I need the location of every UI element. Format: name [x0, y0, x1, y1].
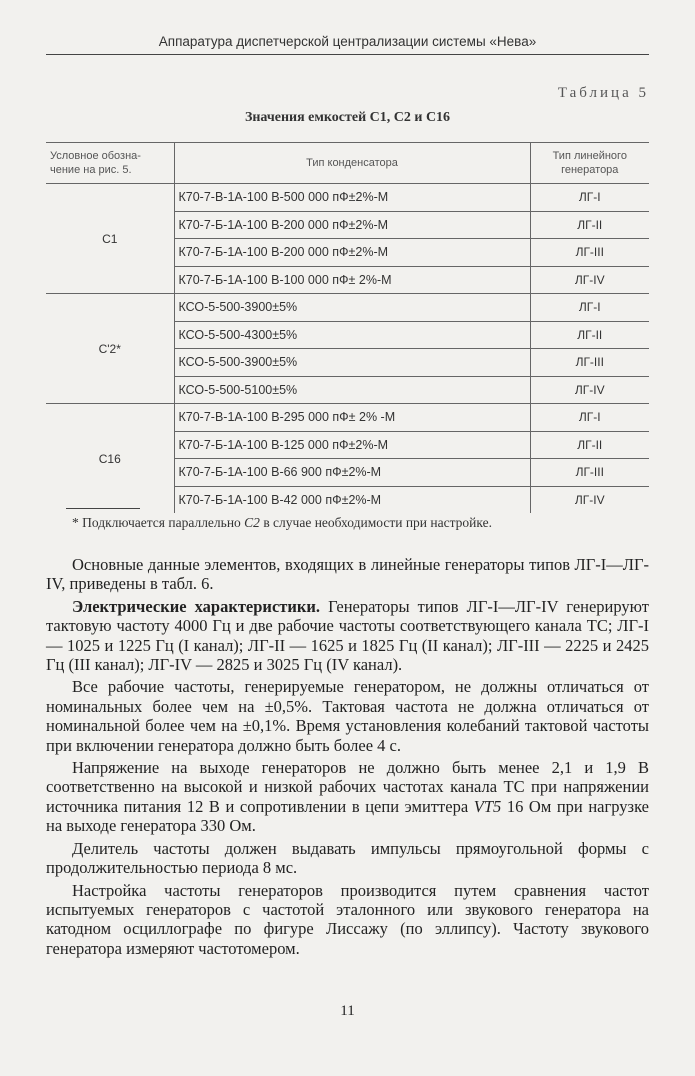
table-header-row	[46, 143, 649, 184]
capacitor-cell: К70-7-Б-1А-100 В-66 900 пФ±2%-М	[174, 459, 530, 487]
capacitor-cell: КСО-5-500-3900±5%	[174, 294, 530, 322]
generator-cell: ЛГ-III	[530, 349, 649, 377]
generator-cell: ЛГ-II	[530, 321, 649, 349]
table-label: Таблица 5	[557, 85, 649, 101]
table-row	[46, 184, 649, 212]
notation-cell: С16	[46, 404, 174, 514]
generator-cell: ЛГ-IV	[530, 486, 649, 513]
capacitor-cell: КСО-5-500-5100±5%	[174, 376, 530, 404]
footnote-mark: *	[72, 515, 79, 530]
header-rule	[46, 54, 649, 55]
paragraph: Делитель частоты должен выдавать импульсы прямоугольной формы с продолжительностью периода 8 мс.	[46, 838, 649, 878]
table-row	[46, 404, 649, 432]
table-title: Значения емкостей С1, С2 и С16	[244, 110, 451, 125]
capacitor-cell: К70-7-Б-1А-100 В-42 000 пФ±2%-М	[174, 486, 530, 513]
generator-cell: ЛГ-II	[530, 431, 649, 459]
paragraph	[46, 758, 649, 836]
footnote-italic-ref: С2	[244, 515, 260, 530]
header-capacitor-type: Тип конденсатора	[174, 143, 530, 184]
capacitor-cell: КСО-5-500-4300±5%	[174, 321, 530, 349]
capacitor-cell: К70-7-Б-1А-100 В-125 000 пФ±2%-М	[174, 431, 530, 459]
footnote-text-before: Подключается параллельно	[78, 515, 245, 530]
generator-cell: ЛГ-IV	[530, 266, 649, 294]
body-text	[46, 555, 649, 961]
generator-cell: ЛГ-I	[530, 184, 649, 212]
header-notation: Условное обозна-чение на рис. 5.	[46, 143, 174, 184]
generator-cell: ЛГ-III	[530, 239, 649, 267]
footnote-rule	[66, 508, 140, 509]
capacitor-cell: К70-7-В-1А-100 В-500 000 пФ±2%-М	[174, 184, 530, 212]
capacitor-cell: К70-7-Б-1А-100 В-200 000 пФ±2%-М	[174, 239, 530, 267]
paragraph-text: Генераторы типов ЛГ-I—ЛГ-IV генерируют тактовую частоту 4000 Гц и две рабочие частоты соответствующего канала ТС; ЛГ-I — 1025 и 1225 Гц (I канал); ЛГ-II — 1625 и 1825 Гц (II канал); ЛГ-III — 2225 и 2425 Гц (III канал); ЛГ-IV — 2825 и 3025 Гц (IV канал).	[46, 596, 649, 675]
running-header: Аппаратура диспетчерской централизации системы «Нева»	[158, 34, 537, 49]
paragraph: Все рабочие частоты, генерируемые генератором, не должны отличаться от номинальных более чем на ±0,5%. Тактовая частота не должна отличаться от номинальной более чем на ±0,1%. Время установления колебаний тактовой частоты при включении генератора должно быть более 4 с.	[46, 677, 649, 755]
capacitor-cell: К70-7-Б-1А-100 В-200 000 пФ±2%-М	[174, 211, 530, 239]
generator-cell: ЛГ-III	[530, 459, 649, 487]
table-row	[46, 294, 649, 322]
paragraph: Настройка частоты генераторов производится путем сравнения частот испытуемых генераторов с частотой эталонного или звукового генератора на катодном осциллографе по фигуре Лиссажу (по эллипсу). Частоту звукового генератора измеряют частотомером.	[46, 880, 649, 958]
section-heading: Электрические характеристики.	[72, 596, 321, 616]
capacitor-cell: К70-7-Б-1А-100 В-100 000 пФ± 2%-М	[174, 266, 530, 294]
header-generator-type: Тип линейного генератора	[530, 143, 649, 184]
generator-cell: ЛГ-II	[530, 211, 649, 239]
notation-cell: С1	[46, 184, 174, 294]
capacitor-cell: КСО-5-500-3900±5%	[174, 349, 530, 377]
capacitor-table	[46, 142, 649, 513]
italic-ref: VT5	[473, 796, 502, 816]
page-number: 11	[340, 1003, 355, 1019]
generator-cell: ЛГ-I	[530, 294, 649, 322]
paragraph-text: Напряжение на выходе генераторов не должно быть менее 2,1 и 1,9 В соответственно на высокой и низкой рабочих частотах канала ТС при напряжении источника питания 12 В и сопротивлении в цепи эмиттера	[46, 758, 649, 816]
generator-cell: ЛГ-IV	[530, 376, 649, 404]
notation-cell: С'2*	[46, 294, 174, 404]
footnote-text-after: в случае необходимости при настройке.	[259, 515, 492, 530]
paragraph: Основные данные элементов, входящих в линейные генераторы типов ЛГ-I—ЛГ-IV, приведены в табл. 6.	[46, 555, 649, 594]
generator-cell: ЛГ-I	[530, 404, 649, 432]
footnote	[72, 515, 649, 531]
capacitor-cell: К70-7-В-1А-100 В-295 000 пФ± 2% -М	[174, 404, 530, 432]
paragraph-text: 16 Ом при нагрузке на выходе генератора 330 Ом.	[46, 796, 649, 836]
paragraph	[46, 597, 649, 675]
